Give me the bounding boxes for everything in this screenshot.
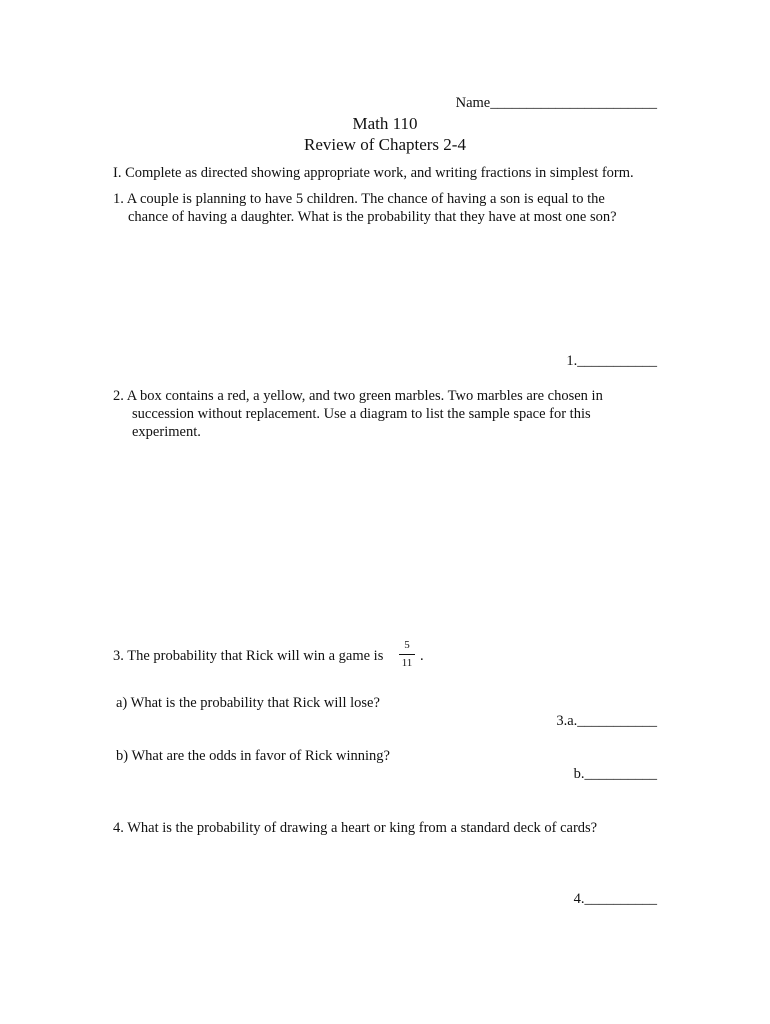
question-3-stem: 3. The probability that Rick will win a game is	[113, 648, 384, 664]
question-2-line-3: experiment.	[132, 424, 201, 440]
name-blank[interactable]: _______________________	[490, 95, 657, 111]
fraction-five-elevenths	[397, 640, 417, 669]
page-subtitle: Review of Chapters 2-4	[304, 135, 466, 154]
fraction-numerator: 5	[404, 639, 410, 651]
fraction-bar	[399, 654, 415, 655]
question-2-line-2: succession without replacement. Use a diagram to list the sample space for this	[132, 406, 591, 422]
answer-4-blank[interactable]: 4.__________	[573, 891, 657, 907]
course-title: Math 110	[352, 114, 418, 133]
question-1-line-2: chance of having a daughter. What is the probability that they have at most one son?	[128, 209, 617, 225]
name-label: Name	[455, 95, 491, 111]
question-3b: b) What are the odds in favor of Rick winning?	[116, 748, 390, 764]
answer-3a-blank[interactable]: 3.a.___________	[556, 713, 657, 729]
answer-3b-blank[interactable]: b.__________	[573, 766, 657, 782]
name-field[interactable]	[400, 94, 657, 112]
fraction-denominator: 11	[401, 657, 413, 669]
answer-1-blank[interactable]: 1.___________	[566, 353, 657, 369]
question-3-period: .	[420, 648, 424, 664]
question-1-line-1: 1. A couple is planning to have 5 children. The chance of having a son is equal to the	[113, 191, 605, 207]
instructions: I. Complete as directed showing appropriate work, and writing fractions in simplest form.	[113, 165, 634, 181]
question-2-line-1: 2. A box contains a red, a yellow, and two green marbles. Two marbles are chosen in	[113, 388, 603, 404]
question-3a: a) What is the probability that Rick will lose?	[116, 695, 380, 711]
question-4: 4. What is the probability of drawing a heart or king from a standard deck of cards?	[113, 820, 598, 836]
